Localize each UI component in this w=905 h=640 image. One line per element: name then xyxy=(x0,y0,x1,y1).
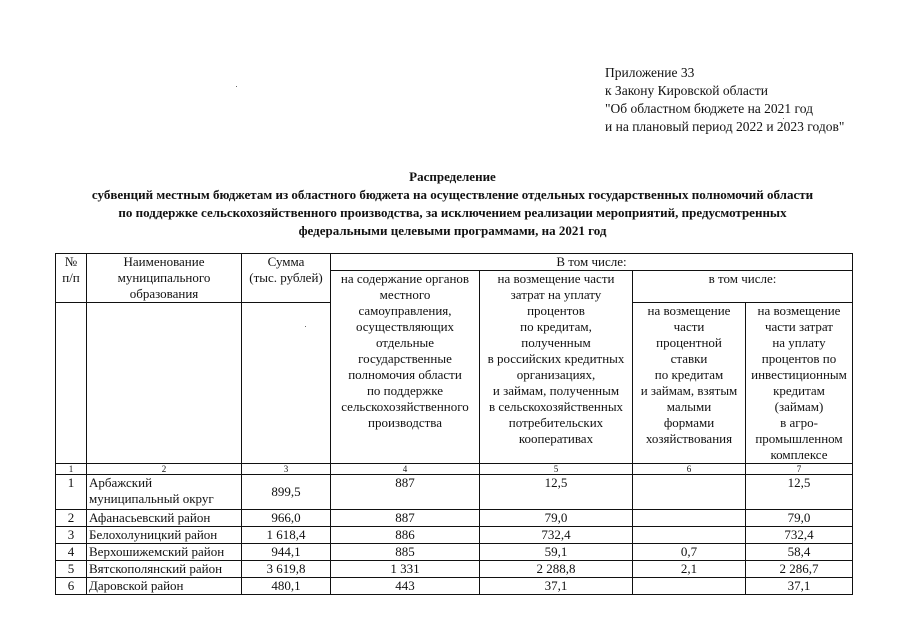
row-col4: 1 331 xyxy=(331,561,480,578)
scan-speck xyxy=(783,118,784,119)
row-col4: 887 xyxy=(331,475,480,510)
title-line: по поддержке сельскохозяйственного производства, за исключением реализации мероприятий, предусмотренных xyxy=(118,205,787,220)
row-sum: 899,5 xyxy=(242,475,331,510)
header-sum: Сумма (тыс. рублей) xyxy=(242,254,331,303)
row-name: Афанасьевский район xyxy=(87,510,242,527)
table-row xyxy=(56,544,853,561)
title-line: субвенций местным бюджетам из областного бюджета на осуществление отдельных государственных полномочий области xyxy=(91,187,814,202)
index-cell: 1 xyxy=(56,464,87,475)
row-num: 5 xyxy=(56,561,87,578)
table-row xyxy=(56,510,853,527)
header-name: Наименование муниципального образования xyxy=(87,254,242,303)
row-name: Верхошижемский район xyxy=(87,544,242,561)
index-cell: 4 xyxy=(331,464,480,475)
row-sum: 3 619,8 xyxy=(242,561,331,578)
header-num: № п/п xyxy=(56,254,87,303)
row-col5: 59,1 xyxy=(480,544,633,561)
header-col7: на возмещение части затрат на уплату процентов по инвестиционным кредитам (займам) в агро- промышленном комплексе xyxy=(746,303,853,464)
row-col7: 2 286,7 xyxy=(746,561,853,578)
scan-speck xyxy=(305,326,306,327)
table-row xyxy=(56,561,853,578)
row-col7: 12,5 xyxy=(746,475,853,510)
row-col5: 79,0 xyxy=(480,510,633,527)
row-col7: 79,0 xyxy=(746,510,853,527)
header-col6: на возмещение части процентной ставки по кредитам и займам, взятым малыми формами хозяйствования xyxy=(633,303,746,464)
row-col4: 443 xyxy=(331,578,480,595)
row-num: 6 xyxy=(56,578,87,595)
row-name: Арбажский муниципальный округ xyxy=(87,475,242,510)
row-col6 xyxy=(633,578,746,595)
appendix-line: Приложение 33 xyxy=(605,65,695,80)
row-name: Вятскополянский район xyxy=(87,561,242,578)
row-col4: 886 xyxy=(331,527,480,544)
title-line: федеральными целевыми программами, на 2021 год xyxy=(298,223,607,238)
index-cell: 3 xyxy=(242,464,331,475)
header-col5: на возмещение части затрат на уплату процентов по кредитам, полученным в российских кредитных организациях, и займам, полученным в сельскохозяйственных потребительских кооперативах xyxy=(480,271,633,464)
row-num: 4 xyxy=(56,544,87,561)
index-cell: 7 xyxy=(746,464,853,475)
appendix-line: и на плановый период 2022 и 2023 годов" xyxy=(605,119,845,134)
row-sum: 966,0 xyxy=(242,510,331,527)
row-num: 2 xyxy=(56,510,87,527)
header-including-sub: в том числе: xyxy=(633,271,853,303)
subvention-table xyxy=(55,253,853,595)
row-col4: 885 xyxy=(331,544,480,561)
row-sum: 1 618,4 xyxy=(242,527,331,544)
row-sum: 944,1 xyxy=(242,544,331,561)
appendix-line: "Об областном бюджете на 2021 год xyxy=(605,101,813,116)
row-name: Даровской район xyxy=(87,578,242,595)
scan-speck xyxy=(236,86,237,87)
row-col5: 37,1 xyxy=(480,578,633,595)
row-col6 xyxy=(633,475,746,510)
header-including: В том числе: xyxy=(331,254,853,271)
row-col6 xyxy=(633,527,746,544)
row-name: Белохолуницкий район xyxy=(87,527,242,544)
table-row xyxy=(56,475,853,510)
row-sum: 480,1 xyxy=(242,578,331,595)
row-col5: 2 288,8 xyxy=(480,561,633,578)
appendix-line: к Закону Кировской области xyxy=(605,83,769,98)
index-cell: 6 xyxy=(633,464,746,475)
document-title xyxy=(40,168,865,240)
row-num: 1 xyxy=(56,475,87,510)
row-col5: 732,4 xyxy=(480,527,633,544)
index-cell: 2 xyxy=(87,464,242,475)
row-col5: 12,5 xyxy=(480,475,633,510)
appendix-note xyxy=(605,64,844,136)
table-row xyxy=(56,578,853,595)
row-col6 xyxy=(633,510,746,527)
header-col4: на содержание органов местного самоуправления, осуществляющих отдельные государственные полномочия области по поддержке сельскохозяйственного производства xyxy=(331,271,480,464)
index-cell: 5 xyxy=(480,464,633,475)
row-col6: 2,1 xyxy=(633,561,746,578)
row-col6: 0,7 xyxy=(633,544,746,561)
row-col7: 58,4 xyxy=(746,544,853,561)
title-line: Распределение xyxy=(409,169,496,184)
row-num: 3 xyxy=(56,527,87,544)
row-col7: 37,1 xyxy=(746,578,853,595)
table-row xyxy=(56,527,853,544)
column-index-row xyxy=(56,464,853,475)
row-col7: 732,4 xyxy=(746,527,853,544)
row-col4: 887 xyxy=(331,510,480,527)
